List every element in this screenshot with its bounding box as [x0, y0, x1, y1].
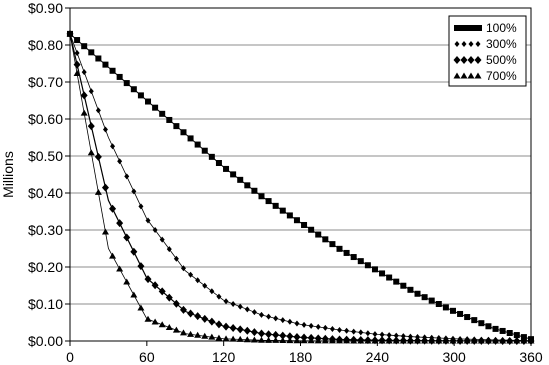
- data-point: [230, 324, 237, 332]
- data-point: [131, 86, 137, 92]
- data-point: [272, 337, 279, 343]
- data-point: [493, 326, 499, 332]
- legend-label: 500%: [486, 53, 517, 67]
- data-point: [123, 279, 130, 285]
- legend: [449, 16, 526, 86]
- data-point: [316, 324, 321, 330]
- data-point: [180, 329, 187, 335]
- legend-swatch: [454, 25, 482, 31]
- data-point: [209, 288, 214, 294]
- data-point: [386, 275, 392, 281]
- data-point: [273, 203, 279, 209]
- data-point: [301, 222, 307, 228]
- data-point: [358, 258, 364, 264]
- data-point: [202, 283, 207, 289]
- data-point: [124, 80, 130, 86]
- data-point: [223, 166, 229, 172]
- data-point: [96, 107, 101, 113]
- y-tick-label: $0.10: [27, 296, 63, 312]
- data-point: [443, 304, 449, 310]
- data-point: [485, 323, 491, 329]
- data-point: [294, 320, 299, 326]
- data-point: [102, 228, 109, 234]
- data-point: [280, 208, 286, 214]
- data-point: [159, 321, 166, 327]
- data-point: [244, 327, 251, 335]
- data-point: [365, 262, 371, 268]
- data-point: [88, 49, 94, 55]
- data-point: [152, 318, 159, 324]
- data-point: [88, 122, 95, 130]
- y-tick-label: $0.90: [27, 0, 63, 16]
- data-point: [166, 324, 173, 330]
- data-point: [429, 298, 435, 304]
- data-point: [315, 232, 321, 238]
- data-point: [500, 328, 506, 334]
- data-point: [188, 272, 193, 278]
- data-point: [102, 62, 108, 68]
- data-point: [109, 253, 116, 259]
- data-point: [117, 74, 123, 80]
- x-tick-label: 0: [66, 349, 74, 365]
- data-point: [173, 327, 180, 333]
- data-point: [110, 143, 115, 149]
- data-point: [294, 217, 300, 223]
- data-point: [464, 314, 470, 320]
- data-point: [273, 315, 278, 321]
- data-point: [251, 328, 258, 336]
- data-point: [330, 326, 335, 332]
- data-point: [216, 160, 222, 166]
- data-point: [209, 154, 215, 160]
- data-point: [379, 270, 385, 276]
- data-point: [337, 327, 342, 333]
- y-axis-title: Millions: [0, 151, 16, 198]
- data-point: [216, 294, 221, 300]
- data-point: [103, 127, 108, 133]
- data-point: [422, 294, 428, 300]
- data-point: [407, 287, 413, 293]
- data-point: [81, 43, 87, 49]
- data-point: [138, 92, 144, 98]
- data-point: [95, 153, 102, 161]
- y-tick-label: $0.30: [27, 222, 63, 238]
- data-point: [166, 117, 172, 123]
- data-point: [95, 189, 102, 195]
- data-point: [74, 37, 80, 43]
- data-point: [145, 99, 151, 105]
- data-point: [116, 219, 123, 227]
- data-point: [123, 233, 130, 241]
- data-point: [88, 149, 95, 155]
- data-point: [244, 182, 250, 188]
- data-point: [202, 148, 208, 154]
- data-point: [117, 158, 122, 164]
- y-axis-ticks: [28, 0, 70, 349]
- data-point: [130, 248, 137, 256]
- y-tick-label: $0.40: [27, 185, 63, 201]
- data-point: [266, 198, 272, 204]
- data-point: [137, 262, 144, 270]
- data-point: [231, 301, 236, 307]
- data-point: [138, 203, 143, 209]
- x-tick-label: 300: [442, 349, 466, 365]
- data-point: [237, 177, 243, 183]
- x-tick-label: 240: [365, 349, 390, 365]
- data-point: [337, 246, 343, 252]
- legend-label: 100%: [486, 21, 517, 35]
- data-point: [258, 329, 265, 337]
- data-point: [208, 318, 215, 326]
- x-axis-ticks: [66, 341, 543, 365]
- data-point: [471, 317, 477, 323]
- legend-label: 700%: [486, 69, 517, 83]
- data-point: [89, 88, 94, 94]
- x-tick-label: 180: [288, 349, 313, 365]
- data-point: [238, 304, 243, 310]
- data-point: [365, 330, 370, 336]
- data-point: [224, 298, 229, 304]
- data-point: [302, 322, 307, 328]
- data-point: [180, 129, 186, 135]
- data-point: [258, 193, 264, 199]
- x-tick-label: 120: [211, 349, 236, 365]
- data-point: [95, 55, 101, 61]
- data-point: [237, 325, 244, 333]
- y-tick-label: $0.80: [27, 37, 63, 53]
- y-tick-label: $0.70: [27, 74, 63, 90]
- data-point: [124, 173, 129, 179]
- data-point: [259, 312, 264, 318]
- data-point: [195, 277, 200, 283]
- x-tick-label: 360: [519, 349, 543, 365]
- data-point: [251, 188, 257, 194]
- data-point: [507, 330, 513, 336]
- data-point: [109, 205, 116, 213]
- data-point: [223, 323, 230, 331]
- data-point: [457, 311, 463, 317]
- data-point: [188, 135, 194, 141]
- data-point: [287, 212, 293, 218]
- x-tick-label: 60: [139, 349, 155, 365]
- data-point: [137, 304, 144, 310]
- data-point: [230, 171, 236, 177]
- data-point: [351, 329, 356, 335]
- data-point: [351, 254, 357, 260]
- data-point: [323, 325, 328, 331]
- data-point: [393, 279, 399, 285]
- data-point: [344, 328, 349, 334]
- data-point: [130, 292, 137, 298]
- data-point: [400, 283, 406, 289]
- data-point: [478, 320, 484, 326]
- data-point: [187, 309, 194, 317]
- data-point: [372, 266, 378, 272]
- y-tick-label: $0.50: [27, 148, 63, 164]
- data-point: [81, 110, 88, 116]
- data-point: [450, 308, 456, 314]
- data-point: [287, 319, 292, 325]
- data-point: [329, 241, 335, 247]
- data-point: [358, 329, 363, 335]
- data-point: [265, 337, 272, 343]
- data-point: [173, 123, 179, 129]
- data-point: [266, 314, 271, 320]
- data-point: [309, 323, 314, 329]
- y-tick-label: $0.20: [27, 259, 63, 275]
- data-point: [159, 111, 165, 117]
- data-point: [82, 69, 87, 75]
- data-point: [194, 312, 201, 320]
- data-point: [230, 336, 237, 342]
- data-point: [436, 301, 442, 307]
- data-point: [372, 331, 377, 337]
- data-point: [308, 227, 314, 233]
- data-point: [237, 336, 244, 342]
- data-point: [116, 266, 123, 272]
- data-point: [344, 250, 350, 256]
- data-point: [258, 337, 265, 343]
- data-point: [110, 68, 116, 74]
- data-point: [279, 337, 286, 343]
- data-point: [102, 184, 109, 192]
- data-point: [322, 236, 328, 242]
- data-point: [201, 315, 208, 323]
- data-point: [195, 142, 201, 148]
- y-tick-label: $0.00: [27, 333, 63, 349]
- data-point: [215, 320, 222, 328]
- data-point: [286, 337, 293, 343]
- data-point: [252, 309, 257, 315]
- data-point: [280, 317, 285, 323]
- data-point: [245, 306, 250, 312]
- y-tick-label: $0.60: [27, 111, 63, 127]
- data-point: [244, 336, 251, 342]
- data-point: [152, 105, 158, 111]
- data-point: [415, 291, 421, 297]
- legend-label: 300%: [486, 37, 517, 51]
- data-point: [251, 336, 258, 342]
